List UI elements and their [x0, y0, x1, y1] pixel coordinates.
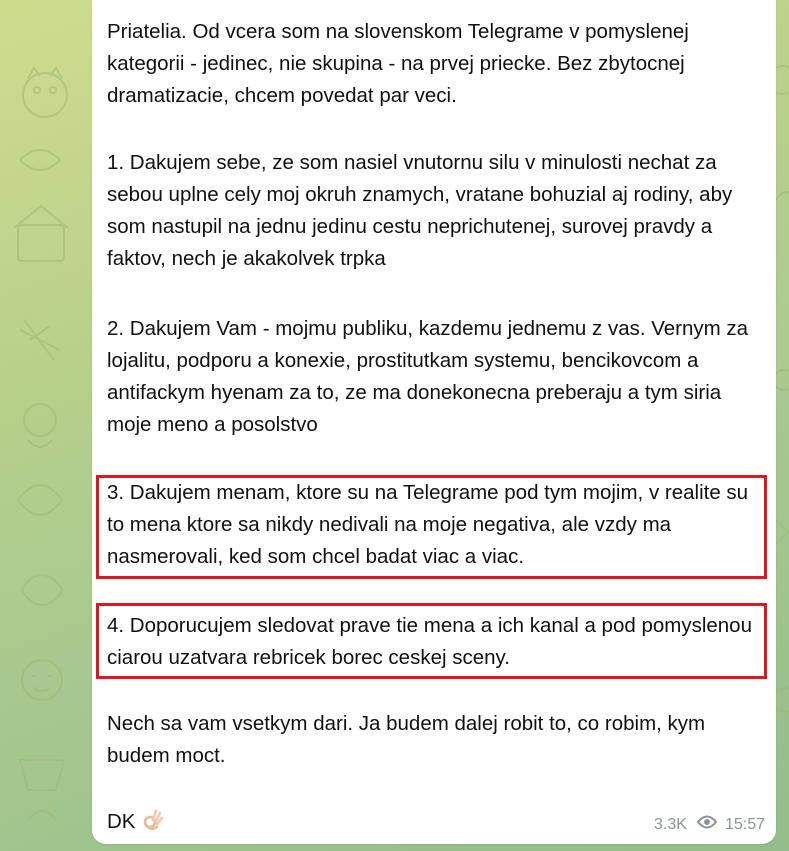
message-paragraph-4: 4. Doporucujem sledovat prave tie mena a ich kanal a pod pomyslenou ciarou uzatvara rebricek borec ceskej sceny.: [107, 614, 752, 669]
view-count: 3.3K: [654, 815, 687, 833]
ok-hand-icon: [141, 808, 165, 832]
message-paragraph-intro: Priatelia. Od vcera som na slovenskom Telegrame v pomyslenej kategorii - jedinec, nie skupina - na prvej priecke. Bez zbytocnej dramatizacie, chcem povedat par veci.: [107, 20, 689, 107]
message-paragraph-1: 1. Dakujem sebe, ze som nasiel vnutornu silu v minulosti nechat za sebou uplne cely moj okruh znamych, vratane bohuzial aj rodiny, aby som nastupil na jednu jedinu cestu neprichutenej, surovej pravdy a faktov, nech je akakolvek trpka: [107, 151, 733, 270]
highlight-box-paragraph-4: [96, 603, 767, 679]
message-paragraph-3: 3. Dakujem menam, ktore su na Telegrame pod tym mojim, v realite su to mena ktore sa nikdy nedivali na moje negativa, ale vzdy ma nasmerovali, ked som chcel badat viac a viac.: [107, 481, 749, 568]
message-signature: DK: [107, 810, 136, 833]
eye-icon: [697, 815, 717, 834]
message-meta: [654, 815, 765, 834]
highlight-box-paragraph-3: [96, 475, 767, 579]
message-time: 15:57: [724, 815, 765, 833]
message-paragraph-2: 2. Dakujem Vam - mojmu publiku, kazdemu jednemu z vas. Vernym za lojalitu, podporu a konexie, prostitutkam systemu, bencikovcom a antifackym hyenam za to, ze ma donekonecna preberaju a tym siria moje meno a posolstvo: [107, 317, 749, 436]
message-paragraph-closing: Nech sa vam vsetkym dari. Ja budem dalej robit to, co robim, kym budem moct.: [107, 712, 706, 767]
